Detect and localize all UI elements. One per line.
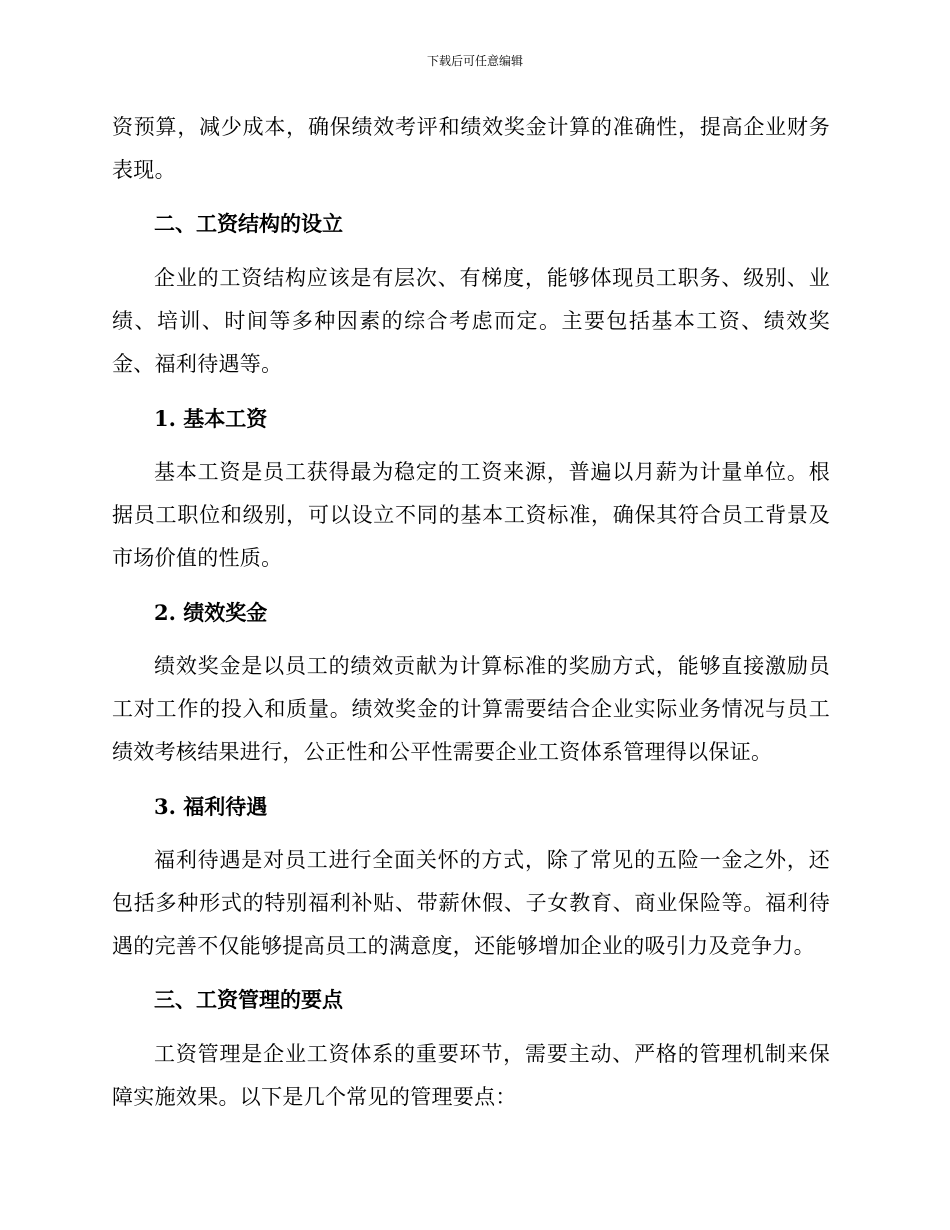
- paragraph-salary-structure: 企业的工资结构应该是有层次、有梯度，能够体现员工职务、级别、业绩、培训、时间等多种因素的综合考虑而定。主要包括基本工资、绩效奖金、福利待遇等。: [112, 266, 830, 376]
- subheading-basic-salary: 1. 基本工资: [154, 406, 268, 431]
- paragraph-salary-management: 工资管理是企业工资体系的重要环节，需要主动、严格的管理机制来保障实施效果。以下是几个常见的管理要点：: [112, 1042, 830, 1109]
- section-heading-salary-management: 三、工资管理的要点: [154, 988, 343, 1012]
- subheading-benefits: 3. 福利待遇: [154, 794, 268, 819]
- section-heading-salary-structure: 二、工资结构的设立: [154, 212, 343, 236]
- document-body: [112, 106, 830, 1119]
- page-header: 下载后可任意编辑: [426, 54, 523, 68]
- subheading-performance-bonus: 2. 绩效奖金: [154, 600, 268, 625]
- paragraph-performance-bonus: 绩效奖金是以员工的绩效贡献为计算标准的奖励方式，能够直接激励员工对工作的投入和质量。绩效奖金的计算需要结合企业实际业务情况与员工绩效考核结果进行，公正性和公平性需要企业工资体系管理得以保证。: [112, 654, 830, 764]
- paragraph-intro-continuation: 资预算，减少成本，确保绩效考评和绩效奖金计算的准确性，提高企业财务表现。: [112, 115, 830, 182]
- paragraph-basic-salary: 基本工资是员工获得最为稳定的工资来源，普遍以月薪为计量单位。根据员工职位和级别，可以设立不同的基本工资标准，确保其符合员工背景及市场价值的性质。: [112, 460, 830, 570]
- paragraph-benefits: 福利待遇是对员工进行全面关怀的方式，除了常见的五险一金之外，还包括多种形式的特别福利补贴、带薪休假、子女教育、商业保险等。福利待遇的完善不仅能够提高员工的满意度，还能够增加企业的吸引力及竞争力。: [112, 848, 830, 958]
